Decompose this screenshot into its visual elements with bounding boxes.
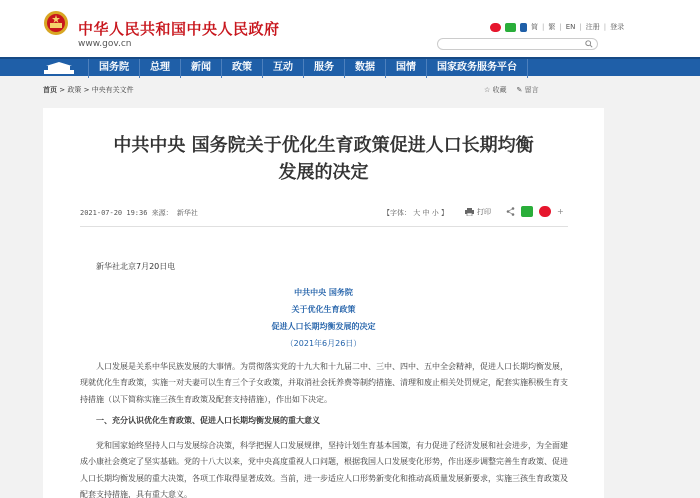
article-title-line-2: 发展的决定 bbox=[278, 162, 369, 183]
breadcrumb-separator: > bbox=[59, 86, 66, 94]
link-login[interactable]: 登录 bbox=[610, 23, 625, 31]
star-icon: ☆ bbox=[484, 86, 491, 94]
font-large-button[interactable]: 大 bbox=[413, 209, 421, 217]
font-small-button[interactable]: 小 bbox=[431, 209, 439, 217]
article-panel bbox=[43, 108, 604, 498]
nav-item-premier[interactable]: 总理 bbox=[140, 59, 181, 78]
document-heading bbox=[43, 284, 604, 352]
mobile-icon[interactable] bbox=[520, 23, 527, 32]
site-url: www.gov.cn bbox=[78, 39, 132, 49]
nav-item-interaction[interactable]: 互动 bbox=[263, 59, 304, 78]
font-size-control bbox=[383, 208, 448, 218]
document-issuer: 中共中央 国务院 bbox=[294, 288, 353, 297]
dateline: 新华社北京7月20日电 bbox=[96, 262, 176, 271]
link-register[interactable]: 注册 bbox=[585, 23, 600, 31]
divider: | bbox=[559, 23, 562, 31]
paragraph-body: 党和国家始终坚持人口与发展综合决策，科学把握人口发展规律，坚持计划生育基本国策，有力促进了经济发展和社会进步，为全面建成小康社会奠定了坚实基础。党的十八大以来，党中央高度重视人口问题，根据我国人口发展变化形势，作出逐步调整完善生育政策、促进人口长期均衡发展的重大决策，各项工作取得显著成效。当前，进一步适应人口形势新变化和推动高质量发展新要求，实施三孩生育政策及配套支持措施，具有重大意义。 bbox=[80, 441, 568, 498]
nav-item-policy[interactable]: 政策 bbox=[222, 59, 263, 78]
breadcrumb-home[interactable]: 首页 bbox=[43, 86, 57, 94]
page-actions bbox=[484, 85, 539, 95]
font-medium-button[interactable]: 中 bbox=[422, 209, 430, 217]
link-english[interactable]: EN bbox=[565, 23, 576, 31]
tiananmen-logo-icon[interactable] bbox=[42, 61, 76, 75]
document-title-line-1: 关于优化生育政策 bbox=[291, 305, 356, 314]
main-nav bbox=[0, 57, 700, 76]
wechat-icon[interactable] bbox=[505, 23, 516, 32]
nav-item-state-council[interactable]: 国务院 bbox=[88, 59, 140, 78]
site-title[interactable]: 中华人民共和国中央人民政府 bbox=[78, 20, 280, 38]
breadcrumb-separator: > bbox=[83, 86, 90, 94]
divider bbox=[80, 226, 568, 227]
national-emblem-icon[interactable] bbox=[43, 10, 69, 36]
breadcrumb-policy[interactable]: 政策 bbox=[67, 86, 82, 94]
share-more-button[interactable]: + bbox=[557, 207, 564, 216]
top-links bbox=[490, 22, 624, 32]
divider: | bbox=[542, 23, 545, 31]
favorite-label: 收藏 bbox=[492, 86, 507, 94]
document-title-line-2: 促进人口长期均衡发展的决定 bbox=[271, 322, 376, 331]
paragraph-intro: 人口发展是关系中华民族发展的大事情。为贯彻落实党的十九大和十九届二中、三中、四中、五中全会精神，促进人口长期均衡发展，现就优化生育政策，实施一对夫妻可以生育三个子女政策，并取消社会抚养费等制约措施、清理和废止相关处罚规定，配套实施积极生育支持措施（以下简称实施三孩生育政策及配套支持措施），作出如下决定。 bbox=[80, 362, 568, 404]
breadcrumb-central-docs[interactable]: 中央有关文件 bbox=[91, 86, 134, 94]
nav-item-data[interactable]: 数据 bbox=[345, 59, 386, 78]
link-simplified[interactable]: 简 bbox=[531, 23, 538, 31]
nav-item-services[interactable]: 服务 bbox=[304, 59, 345, 78]
weibo-icon[interactable] bbox=[490, 23, 501, 32]
nav-item-gov-service-platform[interactable]: 国家政务服务平台 bbox=[427, 59, 528, 78]
article-meta: 2021-07-20 19:36 来源： 新华社 bbox=[80, 209, 198, 217]
comment-icon: ✎ bbox=[516, 86, 523, 94]
article-title bbox=[43, 132, 604, 186]
weibo-share-icon[interactable] bbox=[539, 206, 551, 217]
nav-item-news[interactable]: 新闻 bbox=[181, 59, 222, 78]
printer-icon bbox=[465, 208, 474, 216]
favorite-button[interactable] bbox=[484, 85, 507, 95]
document-date: （2021年6月26日） bbox=[285, 339, 362, 348]
search-input[interactable] bbox=[437, 38, 598, 50]
site-header bbox=[0, 0, 700, 57]
print-label: 打印 bbox=[477, 208, 491, 216]
search-icon[interactable] bbox=[585, 40, 593, 48]
divider: | bbox=[579, 23, 582, 31]
section-heading: 一、充分认识优化生育政策、促进人口长期均衡发展的重大意义 bbox=[96, 416, 320, 425]
print-button[interactable] bbox=[465, 207, 491, 217]
breadcrumb bbox=[43, 85, 134, 95]
share-icon[interactable] bbox=[506, 207, 515, 216]
share-bar bbox=[506, 206, 564, 217]
comment-button[interactable] bbox=[517, 85, 539, 95]
nav-item-national-info[interactable]: 国情 bbox=[386, 59, 427, 78]
comment-label: 留言 bbox=[524, 86, 539, 94]
link-traditional[interactable]: 繁 bbox=[548, 23, 556, 31]
wechat-share-icon[interactable] bbox=[521, 206, 533, 217]
font-size-close: 】 bbox=[440, 209, 448, 217]
font-size-label: 【字体： bbox=[383, 209, 411, 217]
divider: | bbox=[603, 23, 607, 31]
article-title-line-1: 中共中央 国务院关于优化生育政策促进人口长期均衡 bbox=[113, 135, 534, 156]
